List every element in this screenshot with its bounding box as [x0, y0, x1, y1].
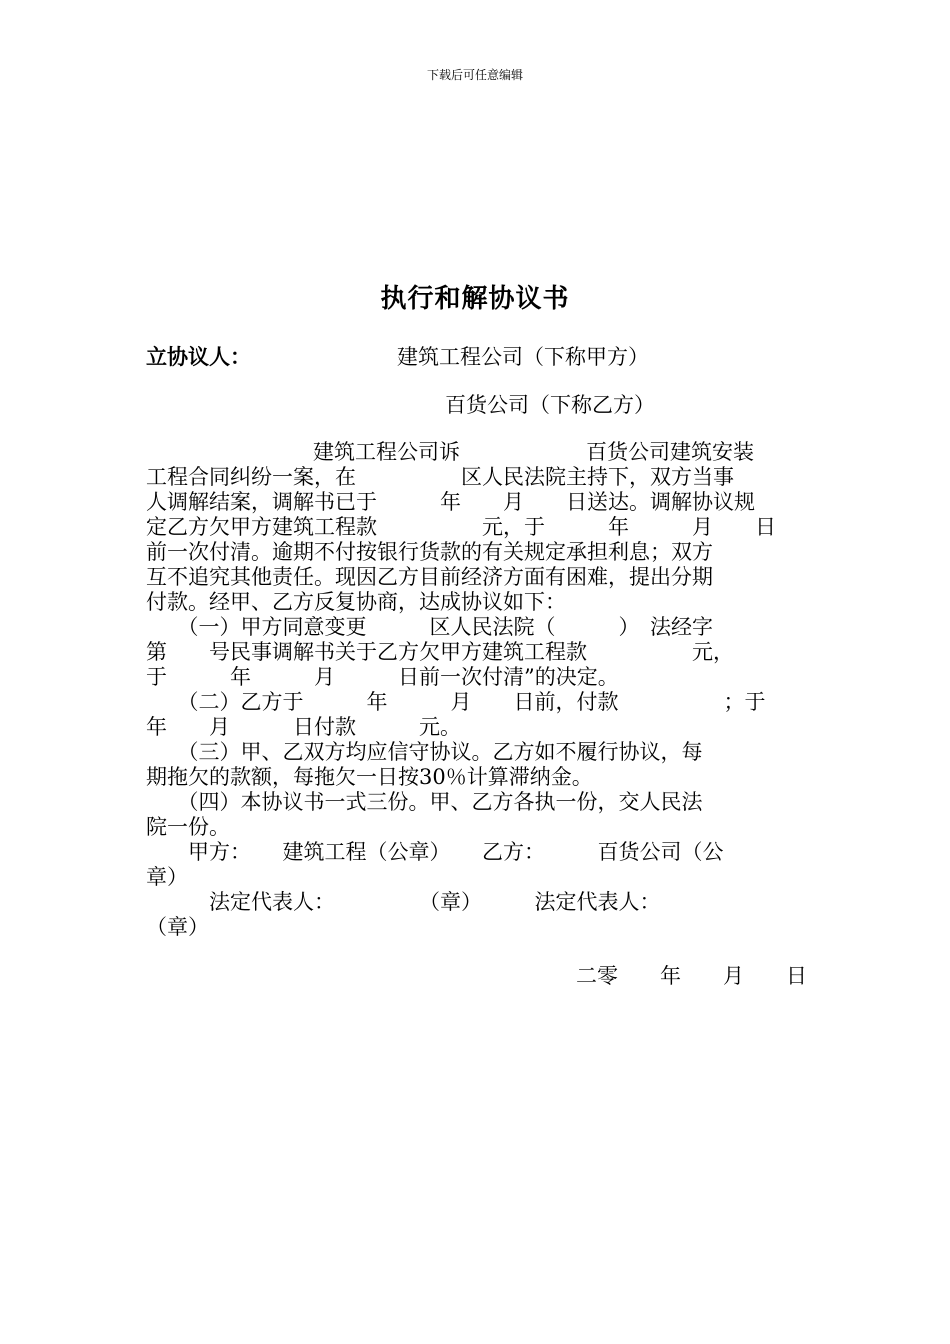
signature-representatives: 法定代表人： （章） 法定代表人：: [146, 890, 661, 914]
clause-4: （四）本协议书一式三份。甲、乙方各执一份，交人民法: [146, 790, 703, 814]
body-line: 付款。经甲、乙方反复协商，达成协议如下：: [146, 590, 566, 614]
body-line: 第 号民事调解书关于乙方欠甲方建筑工程款 元，: [146, 640, 734, 664]
clause-2: （二）乙方于 年 月 日前，付款 ；于: [146, 690, 766, 714]
body-line: 工程合同纠纷一案，在 区人民法院主持下，双方当事: [146, 465, 734, 489]
body-line: 人调解结案，调解书已于 年 月 日送达。调解协议规: [146, 490, 755, 514]
signature-parties: 甲方： 建筑工程（公章） 乙方： 百货公司（公: [146, 840, 724, 864]
party-a: 建筑工程公司（下称甲方）: [397, 345, 649, 369]
party-b: 百货公司（下称乙方）: [445, 393, 655, 417]
body-line: 定乙方欠甲方建筑工程款 元，于 年 月 日: [146, 515, 776, 539]
body-line: 年 月 日付款 元。: [146, 715, 461, 739]
body-line: （章）: [146, 915, 209, 939]
body-line: 前一次付清。逾期不付按银行货款的有关规定承担利息；双方: [146, 540, 713, 564]
document-title: 执行和解协议书: [380, 284, 570, 314]
body-line: 期拖欠的款额，每拖欠一日按30％计算滞纳金。: [146, 765, 593, 789]
body-line: 章）: [146, 865, 188, 889]
clause-1: （一）甲方同意变更 区人民法院（ ） 法经字: [146, 615, 713, 639]
body-line: 互不追究其他责任。现因乙方目前经济方面有困难，提出分期: [146, 565, 713, 589]
clause-3: （三）甲、乙双方均应信守协议。乙方如不履行协议，每: [146, 740, 703, 764]
body-line: 院一份。: [146, 815, 230, 839]
parties-label: 立协议人：: [146, 344, 251, 369]
page-header-note: 下载后可任意编辑: [426, 68, 523, 82]
date-line: 二零 年 月 日: [576, 964, 807, 988]
body-line: 建筑工程公司诉 百货公司建筑安装: [313, 440, 754, 464]
body-line: 于 年 月 日前一次付清”的决定。: [146, 665, 619, 689]
